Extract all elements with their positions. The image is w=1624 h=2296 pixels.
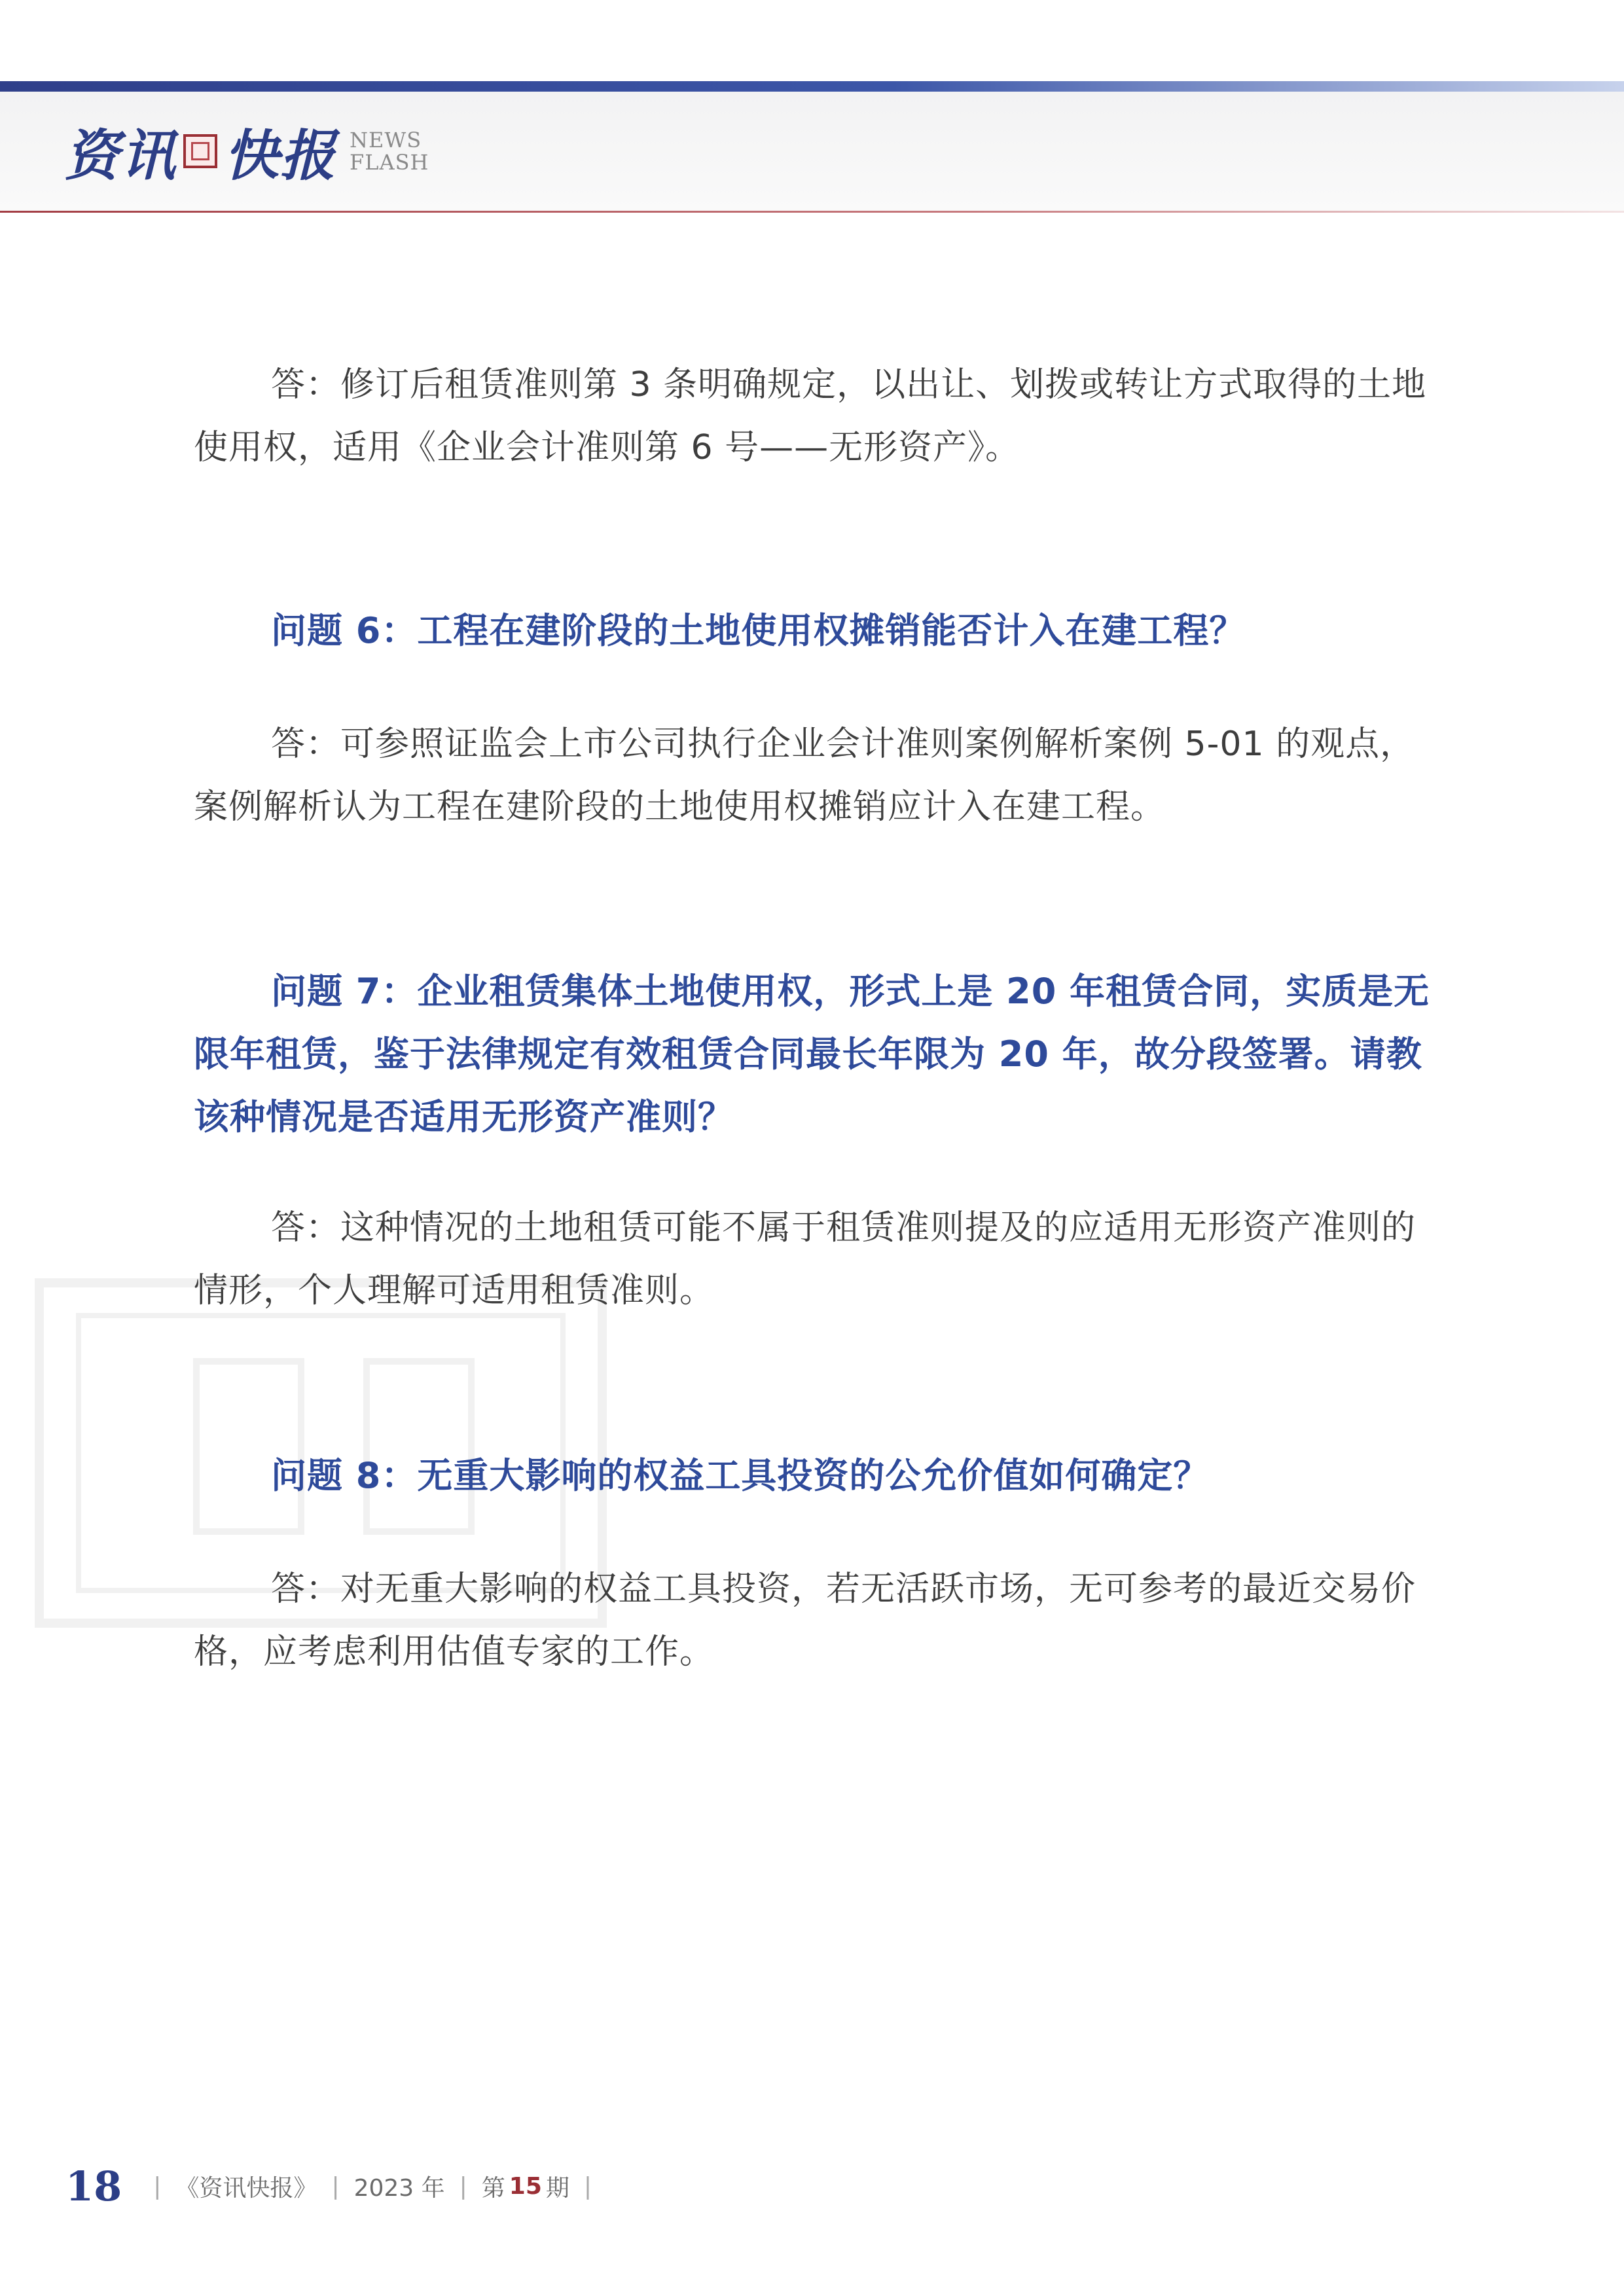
footer-separator: | bbox=[583, 2172, 592, 2200]
footer-issue-prefix: 第 bbox=[481, 2174, 505, 2202]
footer-year: 2023 年 bbox=[353, 2174, 445, 2202]
logo-english-line2: FLASH bbox=[350, 150, 429, 175]
answer-paragraph: 答：对无重大影响的权益工具投资，若无活跃市场，无可参考的最近交易价格，应考虑利用估值专家的工作。 bbox=[194, 1570, 1416, 1672]
footer-publication: 《资讯快报》 bbox=[175, 2174, 317, 2202]
page-footer bbox=[65, 2160, 606, 2212]
footer-separator: | bbox=[153, 2172, 162, 2200]
header-divider bbox=[0, 211, 1624, 213]
header-top-bar bbox=[0, 81, 1624, 92]
logo-english-line1: NEWS bbox=[350, 128, 422, 152]
footer-issue-number: 15 bbox=[509, 2172, 542, 2200]
logo-title-right: 快报 bbox=[224, 122, 337, 188]
seal-icon bbox=[183, 134, 217, 168]
question-heading: 问题 6：工程在建阶段的土地使用权摊销能否计入在建工程？ bbox=[271, 610, 1246, 651]
logo-english bbox=[350, 129, 429, 173]
article-body bbox=[194, 353, 1431, 1683]
footer-separator: | bbox=[459, 2172, 467, 2200]
question-heading: 问题 7：企业租赁集体土地使用权，形式上是 20 年租赁合同，实质是无限年租赁，鉴于法律规定有效租赁合同最长年限为 20 年，故分段签署。请教该种情况是否适用无形资产准则？ bbox=[194, 971, 1430, 1138]
publication-logo bbox=[64, 115, 429, 187]
footer-separator: | bbox=[331, 2172, 340, 2200]
answer-paragraph: 答：这种情况的土地租赁可能不属于租赁准则提及的应适用无形资产准则的情形，个人理解可适用租赁准则。 bbox=[194, 1208, 1416, 1310]
logo-title-left: 资讯 bbox=[64, 122, 177, 188]
footer-issue-suffix: 期 bbox=[545, 2174, 569, 2202]
answer-paragraph: 答：修订后租赁准则第 3 条明确规定，以出让、划拨或转让方式取得的土地使用权，适用《企业会计准则第 6 号——无形资产》。 bbox=[194, 365, 1427, 467]
question-heading: 问题 8：无重大影响的权益工具投资的公允价值如何确定？ bbox=[271, 1455, 1210, 1496]
answer-paragraph: 答：可参照证监会上市公司执行企业会计准则案例解析案例 5-01 的观点，案例解析认为工程在建阶段的土地使用权摊销应计入在建工程。 bbox=[194, 725, 1415, 827]
page-number: 18 bbox=[65, 2162, 122, 2210]
